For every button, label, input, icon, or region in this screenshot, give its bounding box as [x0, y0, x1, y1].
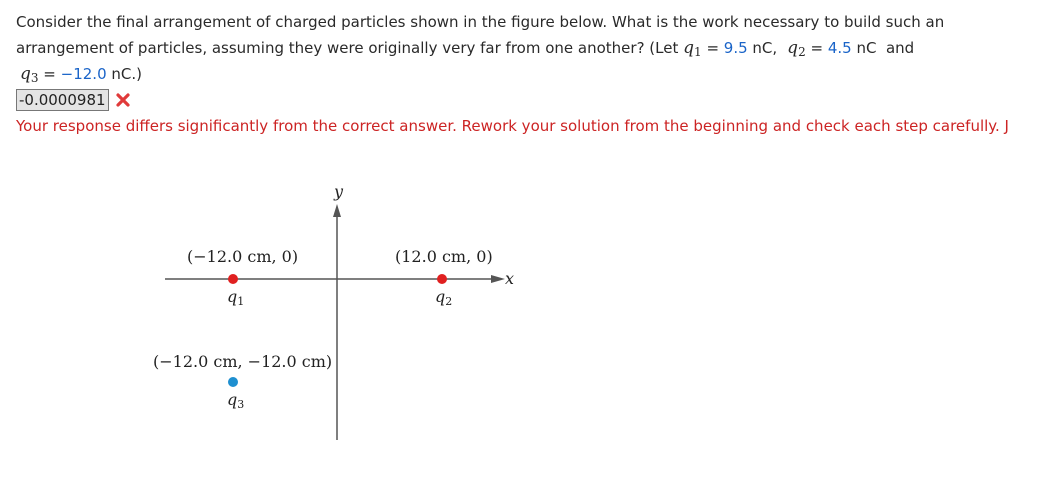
question-prompt: Consider the final arrangement of charged particles shown in the figure below. What is the work necessary to build such an arrangement of particles, assuming they were originally very far from one another? (Let: [16, 13, 945, 57]
q3-label: q3: [227, 390, 245, 411]
q1-symbol: $q_1$: [683, 38, 702, 59]
answer-row: [16, 88, 131, 112]
x-axis-label: x: [505, 269, 515, 288]
q1-value: 9.5: [723, 39, 748, 57]
q1-coord-label: (−12.0 cm, 0): [187, 247, 299, 266]
q3-unit: nC.): [106, 65, 142, 83]
q2-symbol: $q_2$: [787, 38, 806, 59]
q2-coord-label: (12.0 cm, 0): [395, 247, 493, 266]
y-axis-arrow: [333, 204, 341, 217]
q2-unit: nC and: [851, 39, 915, 57]
y-axis-label: y: [334, 182, 344, 201]
q2-value: 4.5: [827, 39, 852, 57]
x-axis-arrow: [491, 275, 505, 283]
q1-unit: nC,: [747, 39, 778, 57]
x-mark-icon: [115, 92, 131, 108]
q3-coord-label: (−12.0 cm, −12.0 cm): [153, 352, 333, 371]
q3-particle: [228, 377, 238, 387]
answer-input[interactable]: -0.0000981: [16, 89, 109, 111]
q3-symbol: $q_3$: [20, 64, 39, 85]
q3-value: −12.0: [60, 65, 107, 83]
question-text: Consider the final arrangement of charged particles shown in the figure below. What is the work necessary to build such an arrangement of particles, assuming they were originally very far from one another? (Let $q_1 = 9.5$ nC, $q_2 = 4.5$ nC and $q_3 = -12.0$ nC.): [16, 13, 945, 85]
q1-particle: [228, 274, 238, 284]
q2-label: q2: [435, 287, 453, 308]
charge-arrangement-figure: [150, 180, 530, 450]
feedback-message: Your response differs significantly from the correct answer. Rework your solution from the beginning and check each step carefully. J: [16, 117, 1009, 135]
q2-particle: [437, 274, 447, 284]
q1-label: q1: [227, 287, 245, 308]
